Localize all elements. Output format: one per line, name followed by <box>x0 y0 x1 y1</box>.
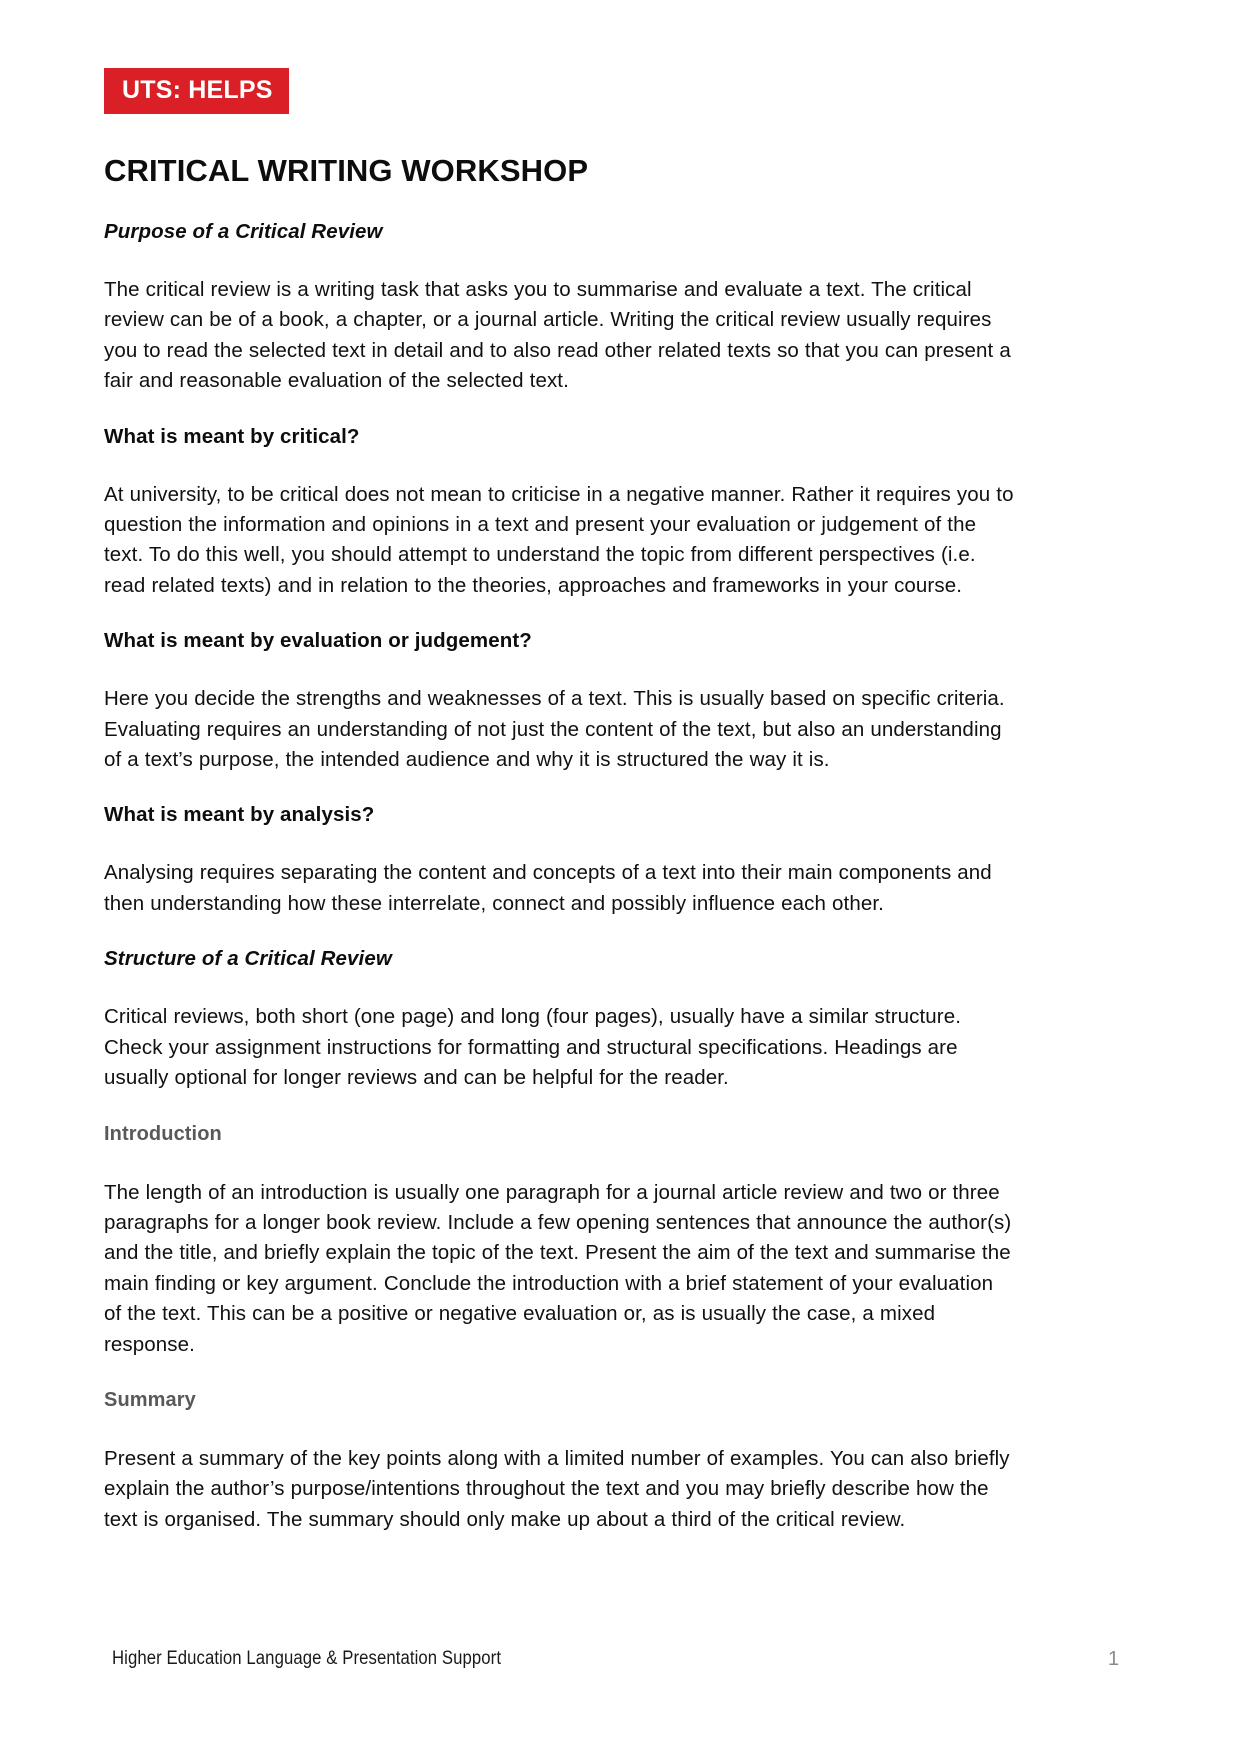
paragraph-purpose: The critical review is a writing task that asks you to summarise and evaluate a text. The critical review can be of a book, a chapter, or a journal article. Writing the critical review usually requires you to read the selected text in detail and to also read other related texts so that you can present a fair and reasonable evaluation of the selected text. <box>104 278 1011 393</box>
page-title: CRITICAL WRITING WORKSHOP <box>104 152 589 188</box>
section-heading-what-is-analysis: What is meant by analysis? <box>104 803 375 827</box>
page-footer <box>0 1648 1241 1698</box>
paragraph-structure: Critical reviews, both short (one page) and long (four pages), usually have a similar structure. Check your assignment instructions for formatting and structural specifications. Headings are usually optional for longer reviews and can be helpful for the reader. <box>104 1005 962 1090</box>
paragraph-summary: Present a summary of the key points along with a limited number of examples. You can also briefly explain the author’s purpose/intentions throughout the text and you may briefly describe how the text is organised. The summary should only make up about a third of the critical review. <box>104 1446 1010 1531</box>
uts-helps-logo-text: UTS: HELPS <box>104 68 289 114</box>
paragraph-what-is-critical: At university, to be critical does not mean to criticise in a negative manner. Rather it requires you to question the information and opinions in a text and present your evaluation or judgement of the text. To do this well, you should attempt to understand the topic from different perspectives (i.e. read related texts) and in relation to the theories, approaches and frameworks in your course. <box>104 482 1014 597</box>
section-heading-what-is-evaluation: What is meant by evaluation or judgement? <box>104 629 532 653</box>
section-heading-purpose: Purpose of a Critical Review <box>104 220 383 243</box>
paragraph-what-is-analysis: Analysing requires separating the content and concepts of a text into their main components and then understanding how these interrelate, connect and possibly influence each other. <box>104 861 992 915</box>
footer-organisation-text: Higher Education Language & Presentation Support <box>112 1648 502 1669</box>
paragraph-introduction: The length of an introduction is usually one paragraph for a journal article review and two or three paragraphs for a longer book review. Include a few opening sentences that announce the author(s) and the title, and briefly explain the topic of the text. Present the aim of the text and summarise the main finding or key argument. Conclude the introduction with a brief statement of your evaluation of the text. This can be a positive or negative evaluation or, as is usually the case, a mixed response. <box>104 1180 1012 1356</box>
uts-helps-logo <box>104 68 289 114</box>
section-heading-what-is-critical: What is meant by critical? <box>104 424 360 448</box>
document-body <box>104 218 1014 1561</box>
subsection-heading-introduction: Introduction <box>104 1122 222 1145</box>
footer-page-number: 1 <box>1108 1648 1120 1670</box>
paragraph-what-is-evaluation: Here you decide the strengths and weaknesses of a text. This is usually based on specific criteria. Evaluating requires an understanding of not just the content of the text, but also an understanding of a text’s purpose, the intended audience and why it is structured the way it is. <box>104 687 1005 772</box>
section-heading-structure: Structure of a Critical Review <box>104 947 392 971</box>
subsection-heading-summary: Summary <box>104 1388 196 1411</box>
